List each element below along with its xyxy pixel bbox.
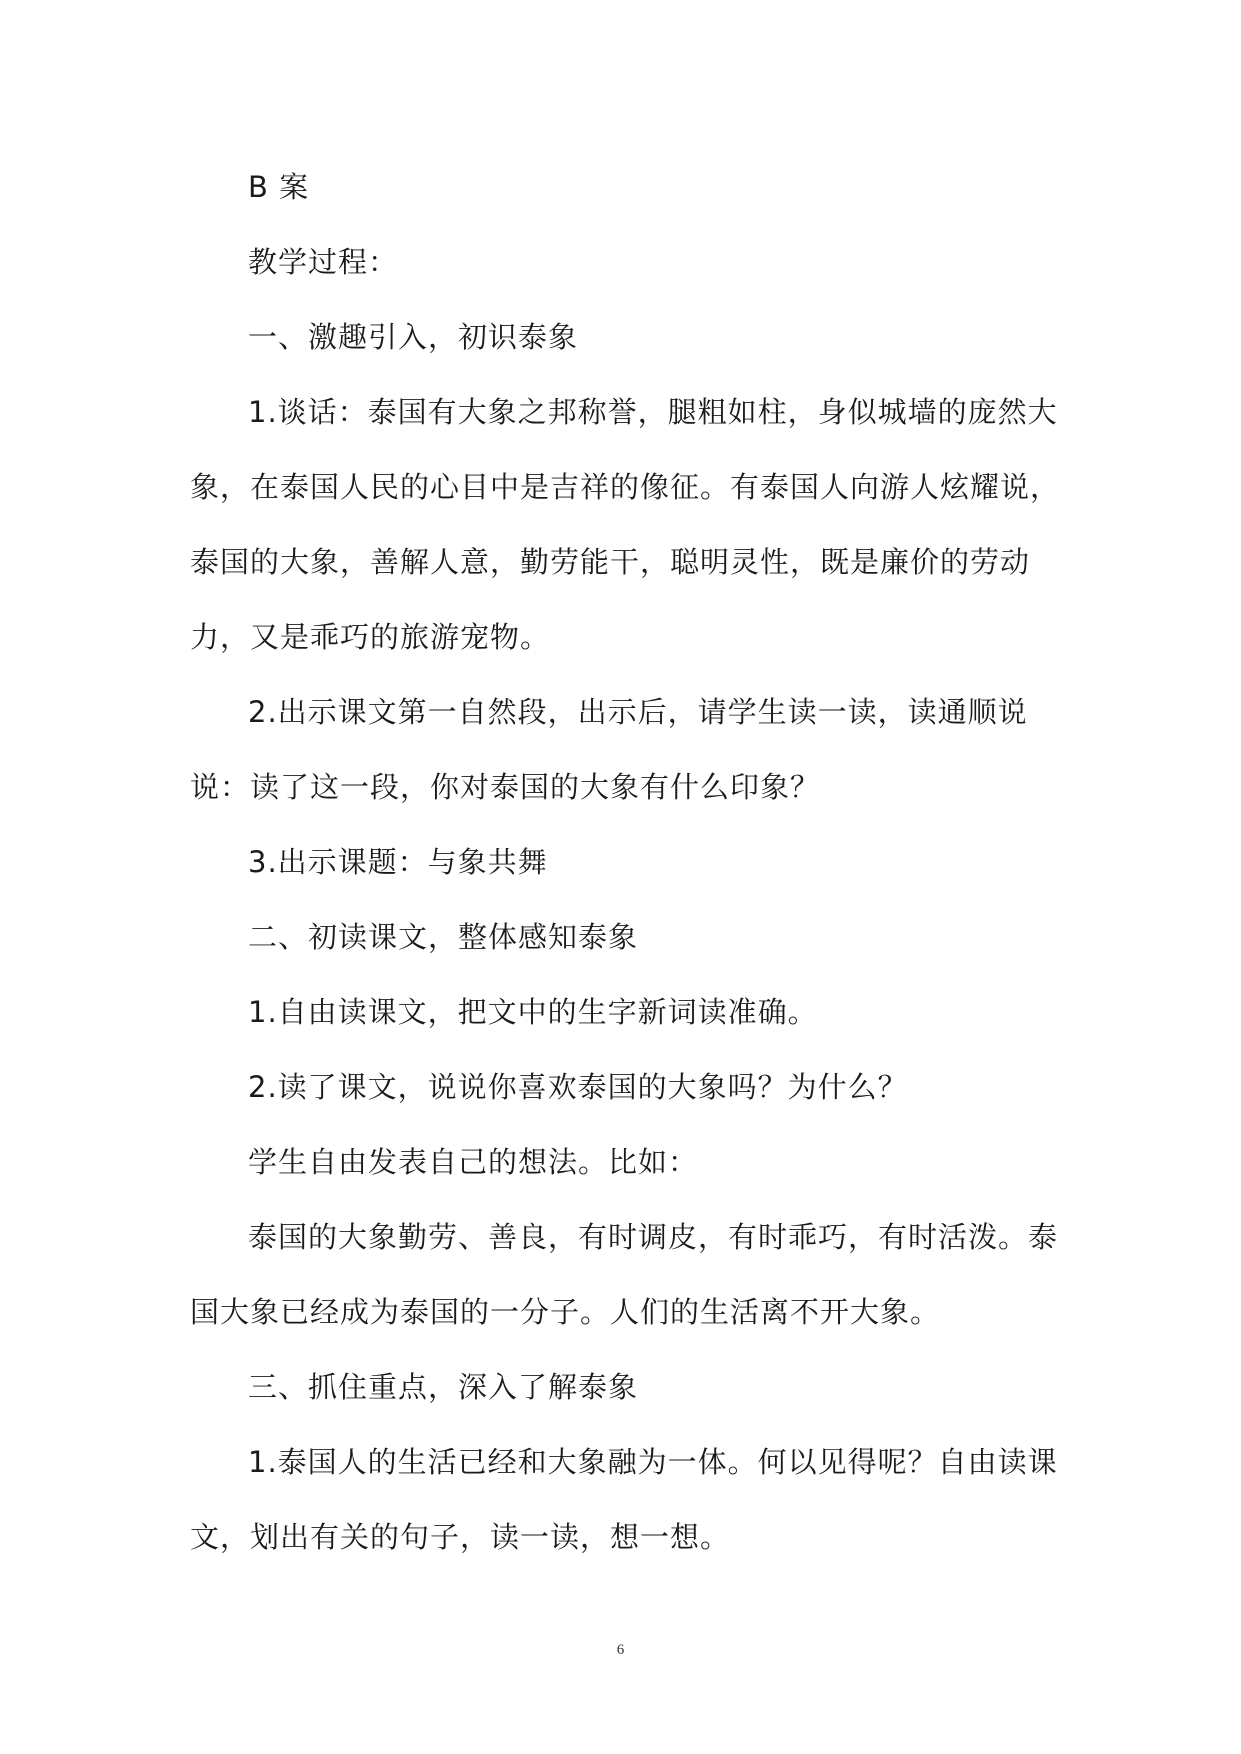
- paragraph: 泰国的大象勤劳、善良，有时调皮，有时乖巧，有时活泼。泰国大象已经成为泰国的一分子。人们的生活离不开大象。: [190, 1220, 1059, 1329]
- section-heading-1: 一、激趣引入，初识泰象: [248, 320, 579, 354]
- paragraph: 2.读了课文，说说你喜欢泰国的大象吗？为什么？: [248, 1070, 908, 1104]
- section-heading-3: 三、抓住重点，深入了解泰象: [248, 1370, 639, 1404]
- paragraph: 3.出示课题：与象共舞: [248, 845, 548, 879]
- page-number: 6: [616, 1642, 625, 1658]
- document-body: [190, 150, 1070, 1575]
- heading-teaching-process: 教学过程：: [248, 245, 399, 279]
- paragraph: 2.出示课文第一自然段，出示后，请学生读一读，读通顺说说：读了这一段，你对泰国的大象有什么印象？: [190, 695, 1028, 804]
- section-heading-2: 二、初读课文，整体感知泰象: [248, 920, 639, 954]
- section-label: B 案: [248, 170, 310, 204]
- paragraph: 1.谈话：泰国有大象之邦称誉，腿粗如柱，身似城墙的庞然大象，在泰国人民的心目中是吉祥的像征。有泰国人向游人炫耀说，泰国的大象，善解人意，勤劳能干，聪明灵性，既是廉价的劳动力，又是乖巧的旅游宠物。: [190, 395, 1061, 654]
- paragraph: 学生自由发表自己的想法。比如：: [248, 1145, 699, 1179]
- paragraph: 1.泰国人的生活已经和大象融为一体。何以见得呢？自由读课文，划出有关的句子，读一读，想一想。: [190, 1445, 1058, 1554]
- paragraph: 1.自由读课文，把文中的生字新词读准确。: [248, 995, 818, 1029]
